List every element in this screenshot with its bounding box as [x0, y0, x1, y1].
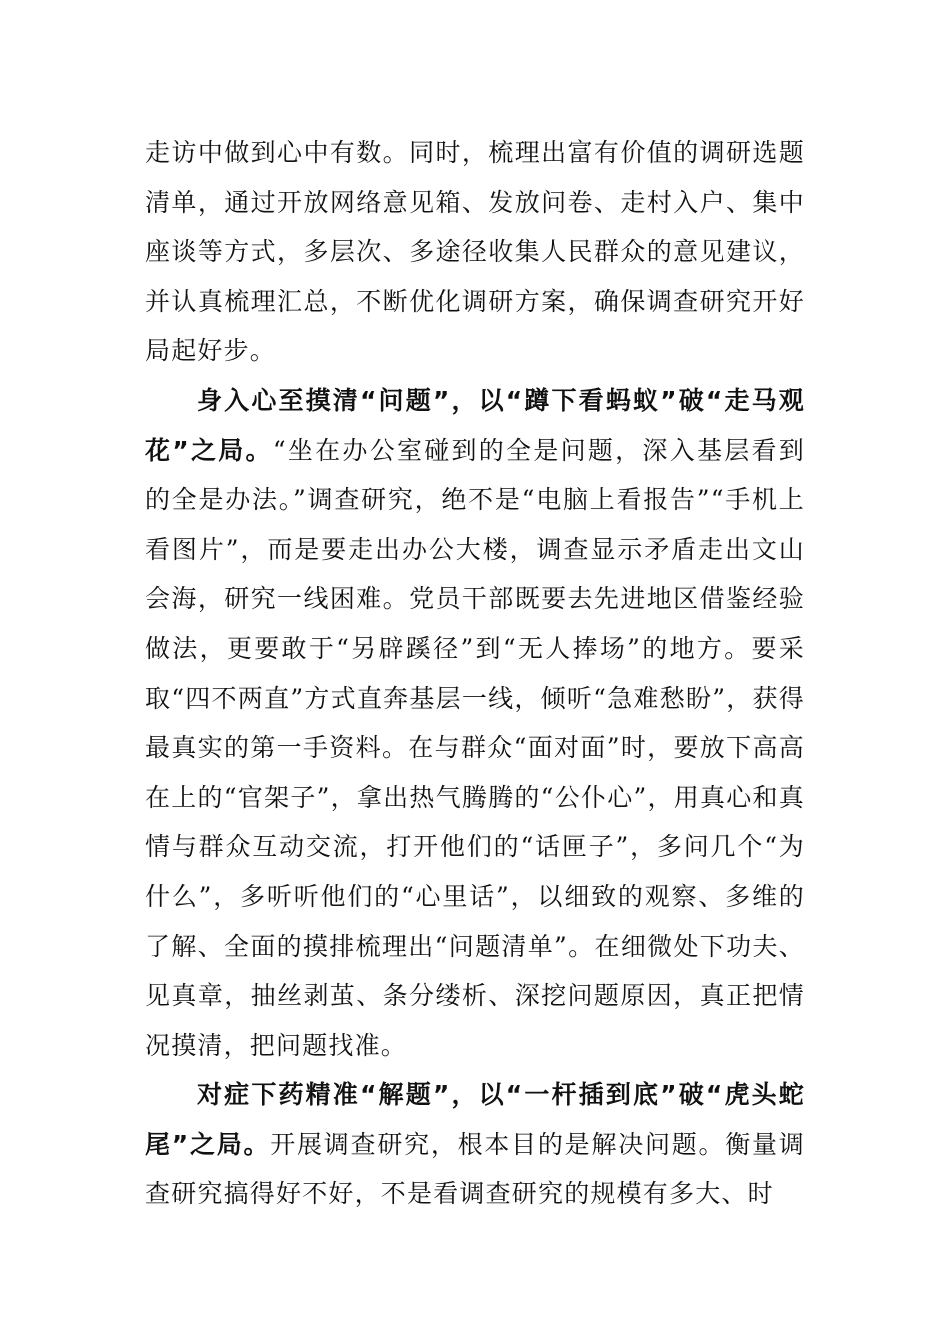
document-body: [145, 128, 805, 1219]
paragraph-2-body: “坐在办公室碰到的全是问题，深入基层看到的全是办法。”调查研究，绝不是“电脑上看报告”“手机上看图片”，而是要走出办公大楼，调查显示矛盾走出文山会海，研究一线困难。党员干部既要去先进地区借鉴经验做法，更要敢于“另辟蹊径”到“无人捧场”的地方。要采取“四不两直”方式直奔基层一线，倾听“急难愁盼”，获得最真实的第一手资料。在与群众“面对面”时，要放下高高在上的“官架子”，拿出热气腾腾的“公仆心”，用真心和真情与群众互动交流，打开他们的“话匣子”，多问几个“为什么”，多听听他们的“心里话”，以细致的观察、多维的了解、全面的摸排梳理出“问题清单”。在细微处下功夫、见真章，抽丝剥茧、条分缕析、深挖问题原因，真正把情况摸清，把问题找准。: [145, 435, 805, 1060]
paragraph-3-body: 开展调查研究，根本目的是解决问题。衡量调查研究搞得好不好，不是看调查研究的规模有多大、时: [145, 1129, 805, 1209]
paragraph-2: [145, 376, 805, 1070]
paragraph-3-lead: 对症下药精准“解题”，以“一杆插到底”破“虎头蛇尾”之局。: [145, 1080, 805, 1159]
paragraph-3: [145, 1070, 805, 1219]
paragraph-1: [145, 128, 805, 376]
paragraph-1-body: 走访中做到心中有数。同时，梳理出富有价值的调研选题清单，通过开放网络意见箱、发放问卷、走村入户、集中座谈等方式，多层次、多途径收集人民群众的意见建议，并认真梳理汇总，不断优化调研方案，确保调查研究开好局起好步。: [145, 138, 805, 366]
paragraph-2-lead: 身入心至摸清“问题”，以“蹲下看蚂蚁”破“走马观花”之局。: [145, 385, 805, 465]
